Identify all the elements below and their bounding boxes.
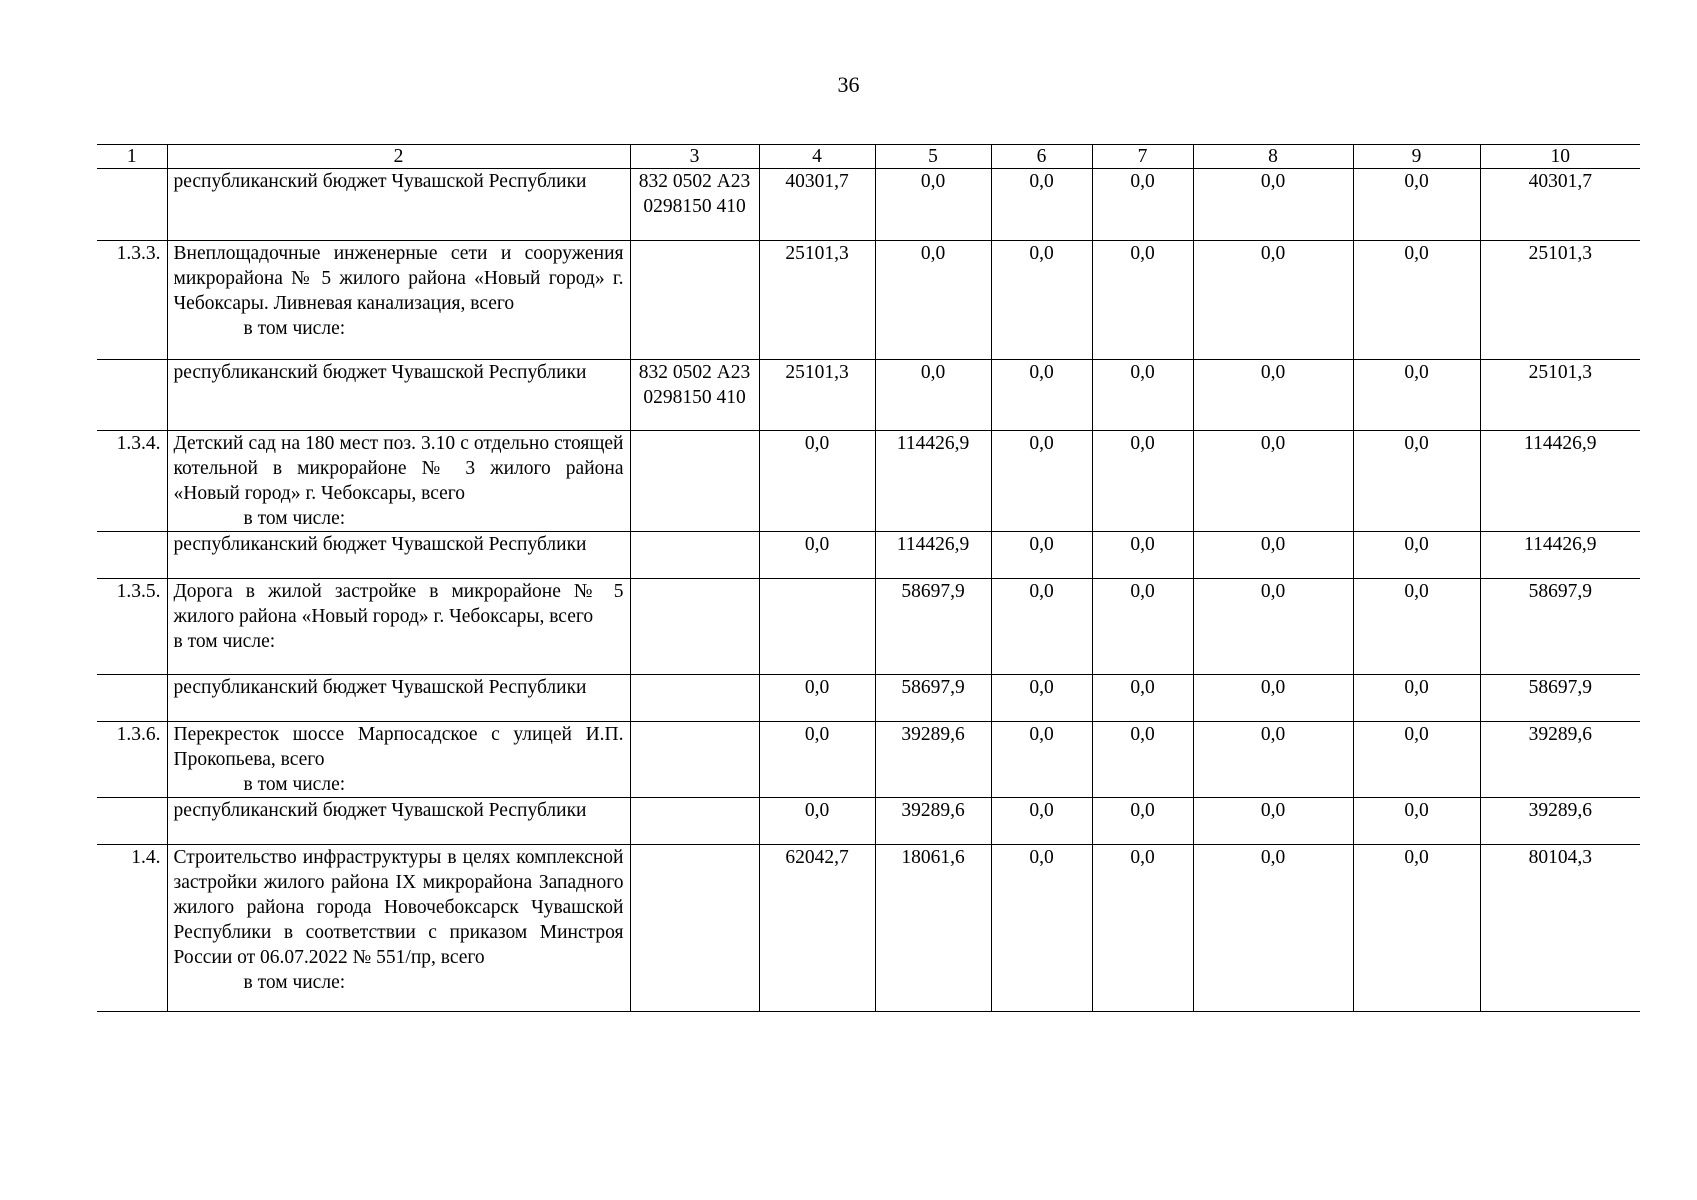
description-cell (167, 169, 630, 241)
value-cell-col10: 25101,3 (1480, 360, 1640, 431)
value-cell-col5: 114426,9 (875, 532, 991, 579)
row-number-cell: 1.3.4. (97, 431, 167, 532)
row-number-cell (97, 532, 167, 579)
value-cell-col8: 0,0 (1193, 241, 1353, 360)
value-cell-col10: 114426,9 (1480, 431, 1640, 532)
value-cell-col9: 0,0 (1353, 845, 1480, 1012)
value-cell-col7: 0,0 (1092, 532, 1193, 579)
table-row (97, 169, 1640, 241)
description-cell (167, 722, 630, 798)
column-header: 6 (991, 145, 1092, 169)
description-text: Детский сад на 180 мест поз. 3.10 с отдельно стоящей котельной в микрорайоне № 3 жилого района «Новый город» г. Чебоксары, всего (173, 433, 624, 504)
value-cell-col9: 0,0 (1353, 579, 1480, 675)
value-cell-col5: 18061,6 (875, 845, 991, 1012)
including-label: в том числе: (243, 508, 346, 529)
column-header: 2 (167, 145, 630, 169)
row-number-cell (97, 360, 167, 431)
description-cell (167, 845, 630, 1012)
value-cell-col4: 25101,3 (759, 241, 875, 360)
table-row (97, 845, 1640, 1012)
value-cell-col5: 58697,9 (875, 579, 991, 675)
row-number-cell (97, 675, 167, 722)
budget-table (97, 144, 1640, 1012)
budget-code-cell (630, 675, 759, 722)
row-number-cell (97, 798, 167, 845)
description-text: республиканский бюджет Чувашской Республики (173, 677, 587, 698)
value-cell-col8: 0,0 (1193, 431, 1353, 532)
table-row (97, 579, 1640, 675)
budget-code-cell: 832 0502 А230298150 410 (630, 360, 759, 431)
description-cell (167, 675, 630, 722)
value-cell-col7: 0,0 (1092, 798, 1193, 845)
table-body (97, 169, 1640, 1012)
value-cell-col9: 0,0 (1353, 431, 1480, 532)
value-cell-col6: 0,0 (991, 241, 1092, 360)
table-row (97, 798, 1640, 845)
value-cell-col10: 39289,6 (1480, 798, 1640, 845)
value-cell-col4: 0,0 (759, 798, 875, 845)
value-cell-col9: 0,0 (1353, 169, 1480, 241)
table-row (97, 675, 1640, 722)
value-cell-col5: 0,0 (875, 241, 991, 360)
budget-code-cell (630, 579, 759, 675)
value-cell-col7: 0,0 (1092, 169, 1193, 241)
value-cell-col4 (759, 579, 875, 675)
row-number-cell: 1.4. (97, 845, 167, 1012)
value-cell-col7: 0,0 (1092, 845, 1193, 1012)
budget-code-cell: 832 0502 А230298150 410 (630, 169, 759, 241)
value-cell-col4: 0,0 (759, 722, 875, 798)
table-row (97, 360, 1640, 431)
value-cell-col10: 80104,3 (1480, 845, 1640, 1012)
description-text: Дорога в жилой застройке в микрорайоне № 5 жилого района «Новый город» г. Чебоксары, всего (173, 581, 624, 627)
value-cell-col6: 0,0 (991, 579, 1092, 675)
description-cell (167, 431, 630, 532)
table-header-row (97, 145, 1640, 169)
page-number: 36 (837, 72, 860, 97)
value-cell-col5: 58697,9 (875, 675, 991, 722)
column-header: 10 (1480, 145, 1640, 169)
value-cell-col9: 0,0 (1353, 722, 1480, 798)
value-cell-col6: 0,0 (991, 169, 1092, 241)
value-cell-col10: 114426,9 (1480, 532, 1640, 579)
value-cell-col7: 0,0 (1092, 360, 1193, 431)
value-cell-col10: 39289,6 (1480, 722, 1640, 798)
row-number-cell: 1.3.6. (97, 722, 167, 798)
value-cell-col5: 39289,6 (875, 798, 991, 845)
value-cell-col6: 0,0 (991, 798, 1092, 845)
value-cell-col5: 114426,9 (875, 431, 991, 532)
budget-code-cell (630, 845, 759, 1012)
column-header: 4 (759, 145, 875, 169)
column-header: 1 (97, 145, 167, 169)
budget-code-cell (630, 431, 759, 532)
row-number-cell: 1.3.3. (97, 241, 167, 360)
value-cell-col6: 0,0 (991, 675, 1092, 722)
value-cell-col8: 0,0 (1193, 360, 1353, 431)
column-header: 7 (1092, 145, 1193, 169)
description-cell (167, 360, 630, 431)
description-text: Строительство инфраструктуры в целях комплексной застройки жилого района IX микрорайона Западного жилого района города Новочебоксарск Чувашской Республики в соответствии с приказом Минстроя России от 06.07.2022 № 551/пр, всего (173, 847, 624, 968)
value-cell-col7: 0,0 (1092, 722, 1193, 798)
description-cell (167, 532, 630, 579)
value-cell-col8: 0,0 (1193, 532, 1353, 579)
value-cell-col8: 0,0 (1193, 675, 1353, 722)
including-label: в том числе: (243, 318, 346, 339)
value-cell-col7: 0,0 (1092, 241, 1193, 360)
description-text: Перекресток шоссе Марпосадское с улицей И.П. Прокопьева, всего (173, 724, 624, 770)
value-cell-col9: 0,0 (1353, 798, 1480, 845)
description-cell (167, 798, 630, 845)
description-text: республиканский бюджет Чувашской Республики (173, 171, 587, 192)
description-cell (167, 241, 630, 360)
budget-code-cell (630, 241, 759, 360)
row-number-cell: 1.3.5. (97, 579, 167, 675)
value-cell-col4: 0,0 (759, 675, 875, 722)
value-cell-col9: 0,0 (1353, 675, 1480, 722)
description-text: республиканский бюджет Чувашской Республики (173, 362, 587, 383)
table-row (97, 241, 1640, 360)
value-cell-col9: 0,0 (1353, 241, 1480, 360)
value-cell-col8: 0,0 (1193, 169, 1353, 241)
table-row (97, 431, 1640, 532)
value-cell-col10: 58697,9 (1480, 675, 1640, 722)
value-cell-col4: 0,0 (759, 532, 875, 579)
including-label: в том числе: (243, 774, 346, 795)
value-cell-col6: 0,0 (991, 360, 1092, 431)
column-header: 8 (1193, 145, 1353, 169)
value-cell-col10: 40301,7 (1480, 169, 1640, 241)
table-row (97, 532, 1640, 579)
including-label: в том числе: (243, 972, 346, 993)
description-text: республиканский бюджет Чувашской Республики (173, 534, 587, 555)
value-cell-col5: 0,0 (875, 169, 991, 241)
column-header: 3 (630, 145, 759, 169)
column-header: 9 (1353, 145, 1480, 169)
budget-code-cell (630, 722, 759, 798)
description-text: республиканский бюджет Чувашской Республики (173, 800, 587, 821)
value-cell-col6: 0,0 (991, 845, 1092, 1012)
budget-code-cell (630, 798, 759, 845)
value-cell-col9: 0,0 (1353, 360, 1480, 431)
value-cell-col6: 0,0 (991, 431, 1092, 532)
value-cell-col9: 0,0 (1353, 532, 1480, 579)
description-cell (167, 579, 630, 675)
value-cell-col7: 0,0 (1092, 431, 1193, 532)
value-cell-col4: 25101,3 (759, 360, 875, 431)
value-cell-col4: 62042,7 (759, 845, 875, 1012)
value-cell-col6: 0,0 (991, 722, 1092, 798)
description-text: Внеплощадочные инженерные сети и сооружения микрорайона № 5 жилого района «Новый город» г. Чебоксары. Ливневая канализация, всего (173, 243, 624, 314)
value-cell-col7: 0,0 (1092, 579, 1193, 675)
value-cell-col8: 0,0 (1193, 845, 1353, 1012)
value-cell-col4: 0,0 (759, 431, 875, 532)
column-header: 5 (875, 145, 991, 169)
value-cell-col5: 39289,6 (875, 722, 991, 798)
value-cell-col4: 40301,7 (759, 169, 875, 241)
value-cell-col6: 0,0 (991, 532, 1092, 579)
including-label: в том числе: (173, 631, 276, 652)
value-cell-col10: 58697,9 (1480, 579, 1640, 675)
value-cell-col10: 25101,3 (1480, 241, 1640, 360)
value-cell-col7: 0,0 (1092, 675, 1193, 722)
value-cell-col5: 0,0 (875, 360, 991, 431)
value-cell-col8: 0,0 (1193, 722, 1353, 798)
budget-code-cell (630, 532, 759, 579)
value-cell-col8: 0,0 (1193, 579, 1353, 675)
row-number-cell (97, 169, 167, 241)
value-cell-col8: 0,0 (1193, 798, 1353, 845)
table-row (97, 722, 1640, 798)
